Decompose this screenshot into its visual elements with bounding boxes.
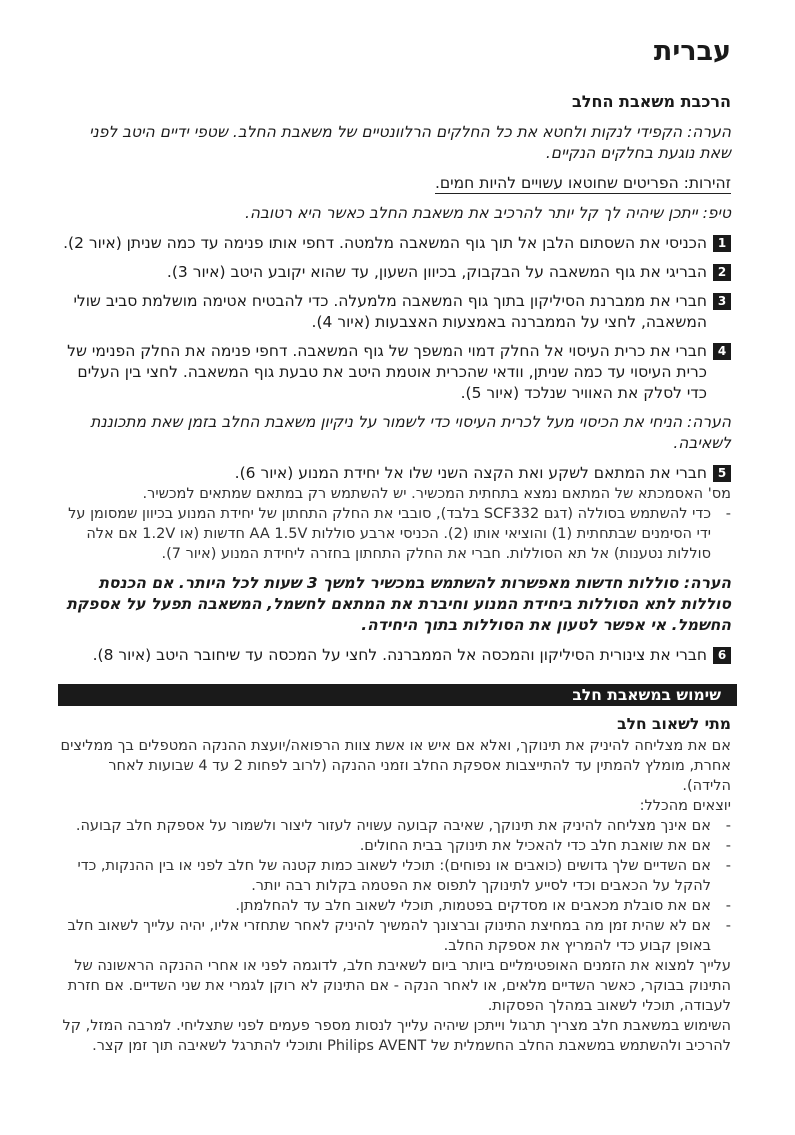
step-number-badge: 2 <box>713 264 731 281</box>
step-text: הכניסי את השסתום הלבן אל תוך גוף המשאבה מלמטה. דחפי אותו פנימה עד כמה שניתן (איור 2). <box>63 234 707 252</box>
battery-bullet <box>58 504 731 564</box>
adapter-detail: מס' האסמכתא של המתאם נמצא בתחתית המכשיר. יש להשתמש רק במתאם שמתאים למכשיר. <box>142 486 731 502</box>
bullet-dash: - <box>725 918 731 934</box>
step-number-badge: 6 <box>713 647 731 664</box>
language-title: עברית <box>653 36 731 67</box>
bullet-dash: - <box>725 898 731 914</box>
assembly-step-5-block <box>58 463 731 564</box>
bullet-dash: - <box>725 818 731 834</box>
bullet-text: אם את שואבת חלב כדי להאכיל את תינוקך בבית החולים. <box>359 838 711 854</box>
battery-note: הערה: סוללות חדשות מאפשרות להשתמש במכשיר למשך 3 שעות לכל היותר. אם הכנסת סוללות לתא הסוללות ביחידת המנוע וחיברת את המתאם לחשמל, המשאבה תפעל על אספקת החשמל. אי אפשר לטעון את הסוללות בתוך היחידה. <box>66 574 731 634</box>
assembly-step-4 <box>58 341 731 404</box>
step-text: הבריגי את גוף המשאבה על הבקבוק, בכיוון השעון, עד שהוא יקובע היטב (איור 3). <box>166 263 707 281</box>
assembly-tip: טיפ: ייתכן שיהיה לך קל יותר להרכיב את משאבת החלב כאשר היא רטובה. <box>245 204 731 222</box>
bullet-text: אם אינך מצליחה להיניק את תינוקך, שאיבה קבועה עשויה לעזור ליצור ולשמור על אספקת חלב קבועה. <box>75 818 711 834</box>
exception-item <box>58 896 731 916</box>
usage-section <box>58 714 731 1056</box>
assembly-step-6 <box>58 645 731 666</box>
when-to-express-title: מתי לשאוב חלב <box>617 715 731 733</box>
exception-item <box>58 856 731 896</box>
exception-item <box>58 836 731 856</box>
assembly-section-title: הרכבת משאבת החלב <box>572 92 731 111</box>
sterilize-warning <box>58 173 731 194</box>
step-text: חברי את צינורית הסיליקון והמכסה אל הממברנה. לחצי על המכסה עד שיחובר היטב (איור 8). <box>92 646 707 664</box>
assembly-note: הערה: הקפידי לנקות ולחטא את כל החלקים הרלוונטיים של משאבת החלב. שטפי ידיים היטב לפני שאת נוגעת בחלקים הנקיים. <box>89 123 731 162</box>
bullet-dash: - <box>725 858 731 874</box>
practice-paragraph: השימוש במשאבת חלב מצריך תרגול וייתכן שיהיה עלייך לנסות מספר פעמים לפני שתצליחי. למרבה המזל, קל להרכיב ולהשתמש במשאבת החלב החשמלית של Philips AVENT ותוכלי להתרגל לשאיבה תוך זמן קצר. <box>62 1018 731 1054</box>
step-number-badge: 5 <box>713 465 731 482</box>
bullet-text: אם את סובלת מכאבים או מסדקים בפטמות, תוכלי לשאוב חלב עד להחלמתן. <box>235 898 711 914</box>
bullet-text: אם השדיים שלך גדושים (כואבים או נפוחים): תוכלי לשאוב כמות קטנה של חלב לפני או בין ההנקות, כדי להקל על הכאבים וכדי לסייע לתינוקך לתפוס את הפטמה בקלות רבה יותר. <box>77 858 711 894</box>
bullet-dash: - <box>725 506 731 522</box>
exceptions-label: יוצאים מהכלל: <box>639 798 731 814</box>
bullet-dash: - <box>725 838 731 854</box>
step-text: חברי את כרית העיסוי אל החלק דמוי המשפך של גוף המשאבה. דחפי פנימה את החלק הפנימי של כרית העיסוי עד כמה שניתן, וודאי שהכרית אוטמת היטב את טבעת גוף המשאבה. לחצי בין העלים כדי לסלק את האוויר שנלכד (איור 5). <box>67 342 707 402</box>
step-number-badge: 3 <box>713 293 731 310</box>
usage-intro: אם את מצליחה להיניק את תינוקך, ואלא אם איש או אשת צוות הרפואה/יועצת ההנקה המטפלים בך ממליצים אחרת, מומלץ להמתין עד להתייצבות אספקת החלב וזמני ההנקה (לרוב לפחות 2 עד 4 שבועות לאחר הלידה). <box>60 738 731 794</box>
assembly-step-1 <box>58 233 731 254</box>
usage-section-banner: שימוש במשאבת חלב <box>58 684 737 706</box>
exception-item <box>58 816 731 836</box>
cover-note: הערה: הניחי את הכיסוי מעל לכרית העיסוי כדי לשמור על ניקיון משאבת החלב בזמן שאת מתכוננת לשאיבה. <box>90 413 731 452</box>
bullet-text: אם לא שהית זמן מה במחיצת התינוק וברצונך להמשיך להיניק לאחר שתחזרי אליו, יהיה עלייך לשאוב חלב באופן קבוע כדי להמריץ את אספקת החלב. <box>67 918 711 954</box>
bullet-text: כדי להשתמש בסוללה (דגם SCF332 בלבד), סובבי את החלק התחתון של יחידת המנוע בכיוון שמסומן על ידי הסימנים שבתחתית (1) והוציאי אותו (2). הכניסי ארבע סוללות AA 1.5V חדשות (או 1.2V אם אלה סוללות נטענות) אל תא הסוללות. חברי את החלק התחתון בחזרה ליחידת המנוע (איור 7). <box>68 506 711 562</box>
assembly-step-3 <box>58 291 731 333</box>
step-number-badge: 1 <box>713 235 731 252</box>
step-number-badge: 4 <box>713 343 731 360</box>
step-text: חברי את המתאם לשקע ואת הקצה השני שלו אל יחידת המנוע (איור 6). <box>234 464 707 482</box>
exception-item <box>58 916 731 956</box>
warning-text: זהירות: הפריטים שחוטאו עשויים להיות חמים. <box>434 174 731 192</box>
optimal-times-paragraph: עלייך למצוא את הזמנים האופטימליים ביותר ביום לשאיבת חלב, לדוגמה לפני או אחרי ההנקה הראשונה של התינוק בבוקר, כאשר השדיים מלאים, או לאחר הנקה - אם התינוק לא רוקן לגמרי את שני השדיים. אם חזרת לעבודה, תוכלי לשאוב במהלך הפסקות. <box>67 958 731 1014</box>
assembly-step-5 <box>58 463 731 484</box>
step-text: חברי את ממברנת הסיליקון בתוך גוף המשאבה מלמעלה. כדי להבטיח אטימה מושלמת סביב שולי המשאבה, לחצי על הממברנה באמצעות האצבעות (איור 4). <box>73 292 707 331</box>
assembly-step-2 <box>58 262 731 283</box>
